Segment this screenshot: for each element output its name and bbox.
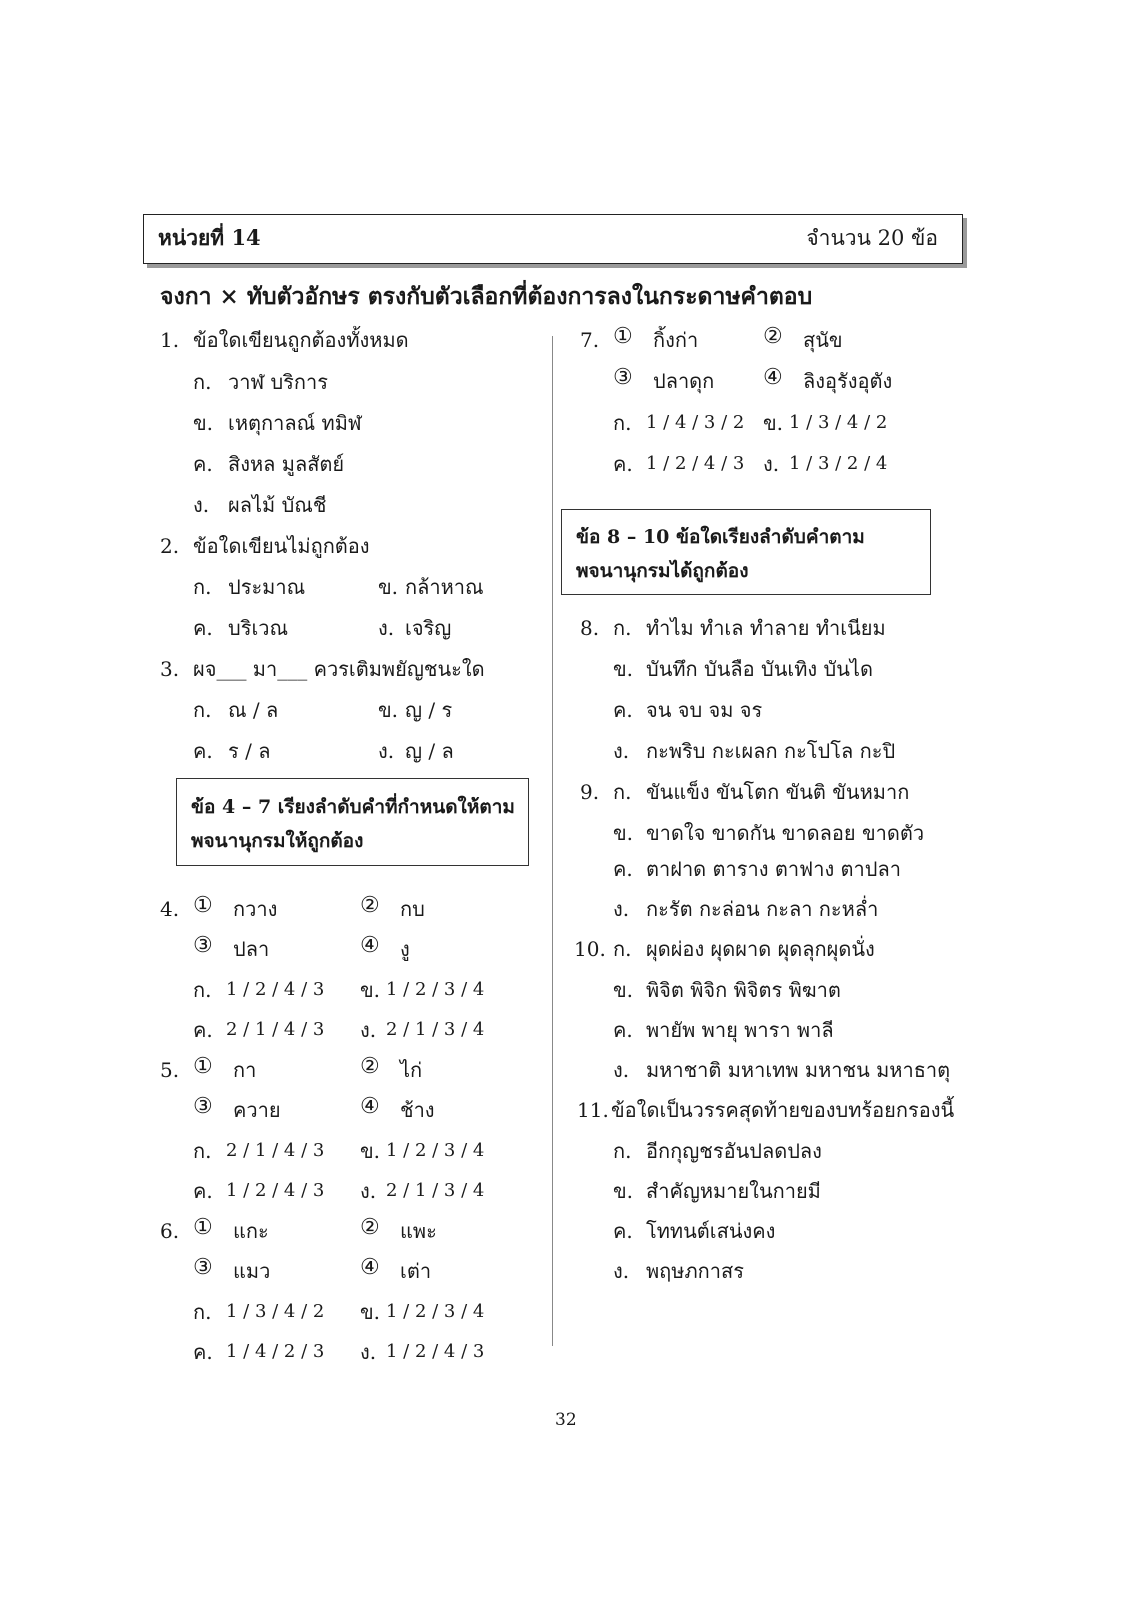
option-key[interactable]: ข. [360,1139,381,1163]
word: สุนัข [803,328,843,352]
circled-number-2: ② [360,893,380,918]
option-key[interactable]: ค. [613,452,633,476]
option-text: บันทึก บันลือ บันเทิง บันได [646,657,873,681]
option-key[interactable]: ค. [193,739,213,763]
question-number: 9. [580,780,600,804]
circled-number-3: ③ [193,933,213,958]
circled-number-1: ① [193,1215,213,1240]
option-text: สำคัญหมายในกายมี [646,1179,821,1203]
option-key[interactable]: ง. [360,1340,377,1364]
option-key[interactable]: ก. [193,370,212,394]
option-text: โททนต์เสน่งคง [646,1219,776,1243]
question-number: 10. [574,937,606,961]
option-text: อีกกุญชรอันปลดปลง [646,1139,822,1163]
option-key[interactable]: ข. [613,821,634,845]
option-text: กะพริบ กะเผลก กะโปโล กะปิ [646,739,896,763]
question-number: 3. [160,657,180,681]
question-number: 2. [160,534,180,558]
column-divider [552,336,553,1346]
option-key[interactable]: ง. [360,1018,377,1042]
question-number: 6. [160,1219,180,1243]
option-key[interactable]: ค. [613,857,633,881]
option-key[interactable]: ข. [193,411,214,435]
circled-number-1: ① [193,1054,213,1079]
option-key[interactable]: ค. [193,1340,213,1364]
question-text: ข้อใดเขียนถูกต้องทั้งหมด [193,328,409,352]
option-text: ประมาณ [228,575,306,599]
unit-title: หน่วยที่ 14 [158,225,261,250]
option-text: พิจิต พิจิก พิจิตร พิฆาต [646,978,841,1002]
option-key[interactable]: ข. [360,1300,381,1324]
circled-number-4: ④ [360,933,380,958]
option-text: จน จบ จม จร [646,698,763,722]
note-line-1: ข้อ 8 – 10 ข้อใดเรียงลำดับคำตาม [576,526,865,548]
option-text: บริเวณ [228,616,289,640]
circled-number-3: ③ [193,1094,213,1119]
word: เต่า [400,1259,432,1283]
option-text: 1 / 3 / 4 / 2 [226,1301,325,1322]
circled-number-3: ③ [193,1255,213,1280]
question-number: 8. [580,616,600,640]
word: กบ [400,897,425,921]
option-key[interactable]: ก. [193,575,212,599]
option-text: 1 / 2 / 4 / 3 [646,453,745,474]
option-text: ญ / ร [405,698,453,722]
option-key[interactable]: ก. [613,616,632,640]
circled-number-4: ④ [360,1255,380,1280]
option-key[interactable]: ก. [193,1139,212,1163]
option-key[interactable]: ข. [613,978,634,1002]
option-key[interactable]: ข. [613,1179,634,1203]
option-key[interactable]: ข. [613,657,634,681]
circled-number-2: ② [360,1054,380,1079]
option-key[interactable]: ง. [378,616,395,640]
option-text: พายัพ พายุ พารา พาลี [646,1018,834,1042]
word: งู [400,937,410,961]
option-key[interactable]: ข. [360,978,381,1002]
question-number: 5. [160,1058,180,1082]
option-key[interactable]: ก. [193,1300,212,1324]
option-key[interactable]: ง. [378,739,395,763]
circled-number-2: ② [360,1215,380,1240]
instruction-text: จงกา × ทับตัวอักษร ตรงกับตัวเลือกที่ต้องการลงในกระดาษคำตอบ [160,283,813,310]
option-text: ณ / ล [228,698,279,722]
circled-number-1: ① [193,893,213,918]
word: ควาย [233,1098,281,1122]
option-text: วาฬ บริการ [228,370,329,394]
option-text: 1 / 2 / 4 / 3 [226,1180,325,1201]
circled-number-1: ① [613,324,633,349]
page-number: 32 [555,1410,577,1430]
option-text: 2 / 1 / 3 / 4 [386,1019,485,1040]
option-key[interactable]: ค. [193,616,213,640]
word: แกะ [233,1219,269,1243]
option-text: ตาฝาด ตาราง ตาฟาง ตาปลา [646,857,901,881]
word: แมว [233,1259,271,1283]
option-key[interactable]: ข. [763,411,784,435]
word: ปลาดุก [653,369,715,393]
option-text: ผลไม้ บัณชี [228,493,327,517]
word: แพะ [400,1219,437,1243]
option-key[interactable]: ง. [193,493,210,517]
question-number: 7. [580,328,600,352]
option-text: 1 / 3 / 4 / 2 [789,412,888,433]
circled-number-4: ④ [360,1094,380,1119]
option-key[interactable]: ก. [193,978,212,1002]
option-text: ญ / ล [405,739,454,763]
option-key[interactable]: ก. [613,937,632,961]
option-text: 1 / 4 / 3 / 2 [646,412,745,433]
option-text: 1 / 4 / 2 / 3 [226,1341,325,1362]
option-text: ขาดใจ ขาดกัน ขาดลอย ขาดตัว [646,821,925,845]
option-text: พฤษภกาสร [646,1259,744,1283]
option-text: 1 / 2 / 3 / 4 [386,1301,485,1322]
circled-number-3: ③ [613,365,633,390]
option-text: 1 / 2 / 3 / 4 [386,1140,485,1161]
circled-number-4: ④ [763,365,783,390]
unit-header-box [143,214,963,264]
option-text: 2 / 1 / 3 / 4 [386,1180,485,1201]
option-text: 1 / 2 / 4 / 3 [386,1341,485,1362]
note-line-2: พจนานุกรมให้ถูกต้อง [191,830,364,852]
question-text: ผจ___ มา___ ควรเติมพยัญชนะใด [193,657,485,681]
option-key[interactable]: ง. [613,1058,630,1082]
option-key[interactable]: ง. [763,452,780,476]
question-number: 1. [160,328,180,352]
question-text: ข้อใดเขียนไม่ถูกต้อง [193,534,370,558]
note-line-2: พจนานุกรมได้ถูกต้อง [576,560,749,582]
option-text: มหาชาติ มหาเทพ มหาชน มหาธาตุ [646,1058,951,1082]
option-key[interactable]: ง. [613,1259,630,1283]
word: ไก่ [400,1058,423,1082]
word: ช้าง [400,1098,435,1122]
word: ปลา [233,937,270,961]
option-text: 1 / 2 / 4 / 3 [226,979,325,1000]
option-text: ขันแข็ง ขันโตก ขันติ ขันหมาก [646,780,910,804]
circled-number-2: ② [763,324,783,349]
note-line-1: ข้อ 4 – 7 เรียงลำดับคำที่กำหนดให้ตาม [191,796,515,818]
option-key[interactable]: ค. [613,698,633,722]
question-text: ข้อใดเป็นวรรคสุดท้ายของบทร้อยกรองนี้ [611,1098,955,1122]
option-text: 1 / 2 / 3 / 4 [386,979,485,1000]
option-text: ผุดผ่อง ผุดผาด ผุดลุกผุดนั่ง [646,937,875,961]
option-key[interactable]: ค. [613,1018,633,1042]
option-text: เจริญ [405,616,452,640]
option-key[interactable]: ค. [613,1219,633,1243]
option-text: กะรัต กะล่อน กะลา กะหล่ำ [646,897,879,921]
option-key[interactable]: ค. [193,452,213,476]
option-key[interactable]: ก. [613,411,632,435]
question-number: 4. [160,897,180,921]
option-text: 1 / 3 / 2 / 4 [789,453,888,474]
option-key[interactable]: ก. [193,698,212,722]
option-text: 2 / 1 / 4 / 3 [226,1019,325,1040]
question-count: จำนวน 20 ข้อ [806,226,938,250]
option-key[interactable]: ก. [613,1139,632,1163]
option-key[interactable]: ง. [360,1179,377,1203]
option-key[interactable]: ง. [613,897,630,921]
option-key[interactable]: ข. [378,575,399,599]
option-text: สิงหล มูลสัตย์ [228,452,345,476]
option-text: ทำไม ทำเล ทำลาย ทำเนียม [646,616,886,640]
option-key[interactable]: ข. [378,698,399,722]
word: ลิงอุรังอุตัง [803,369,893,393]
option-key[interactable]: ก. [613,780,632,804]
word: กวาง [233,897,278,921]
option-key[interactable]: ค. [193,1179,213,1203]
option-text: เหตุกาลณ์ ทมิฬ [228,411,362,435]
option-text: กล้าหาณ [405,575,484,599]
note-box-4-7 [176,778,529,866]
question-number: 11. [577,1098,609,1122]
option-text: ร / ล [228,739,271,763]
note-box-8-10 [561,509,931,595]
word: กา [233,1058,257,1082]
word: กิ้งก่า [653,328,699,352]
option-text: 2 / 1 / 4 / 3 [226,1140,325,1161]
option-key[interactable]: ค. [193,1018,213,1042]
option-key[interactable]: ง. [613,739,630,763]
